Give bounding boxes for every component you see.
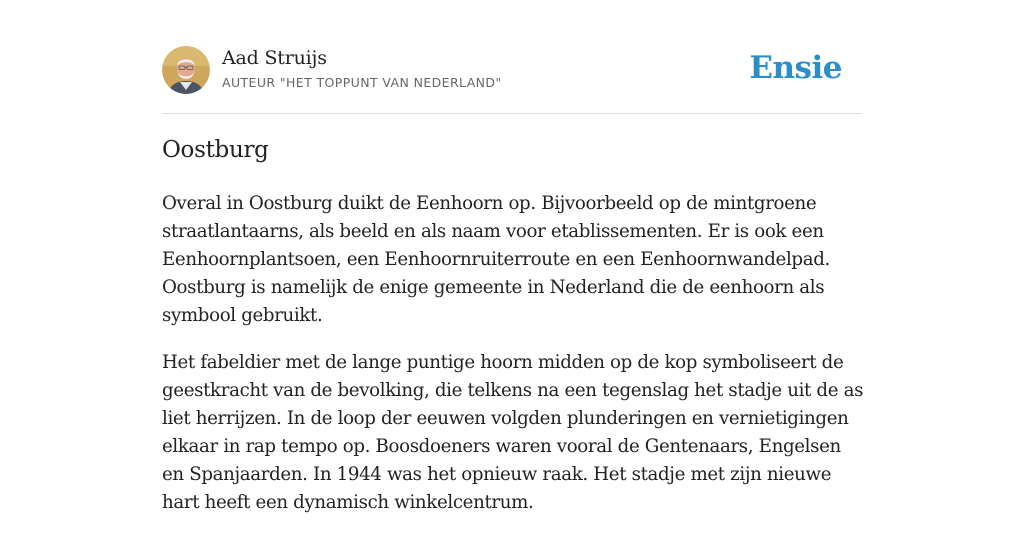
avatar[interactable] bbox=[162, 46, 210, 94]
author-header bbox=[162, 46, 862, 96]
header-divider bbox=[162, 113, 862, 114]
article-title: Oostburg bbox=[162, 137, 269, 163]
ensie-logo[interactable]: Ensie bbox=[749, 50, 842, 86]
article-paragraph: Het fabeldier met de lange puntige hoorn midden op de kop symboliseert de geestkracht van de bevolking, die telkens na een tegenslag het stadje uit de as liet herrijzen. In de loop der eeuwen volgden plunderingen en vernietigingen elkaar in rap tempo op. Boosdoeners waren vooral de Gentenaars, Engelsen en Spanjaarden. In 1944 was het opnieuw raak. Het stadje met zijn nieuwe hart heeft een dynamisch winkelcentrum. bbox=[162, 352, 864, 513]
author-subtitle: AUTEUR "HET TOPPUNT VAN NEDERLAND" bbox=[222, 75, 502, 90]
article-body bbox=[162, 190, 867, 536]
author-name[interactable]: Aad Struijs bbox=[222, 47, 327, 69]
article-paragraph: Overal in Oostburg duikt de Eenhoorn op. Bijvoorbeeld op de mintgroene straatlantaarns, als beeld en als naam voor etablissementen. Er is ook een Eenhoornplantsoen, een Eenhoornruiterroute en een Eenhoornwandelpad. Oostburg is namelijk de enige gemeente in Nederland die de eenhoorn als symbool gebruikt. bbox=[162, 193, 830, 326]
avatar-photo bbox=[162, 46, 210, 94]
page bbox=[162, 0, 862, 512]
